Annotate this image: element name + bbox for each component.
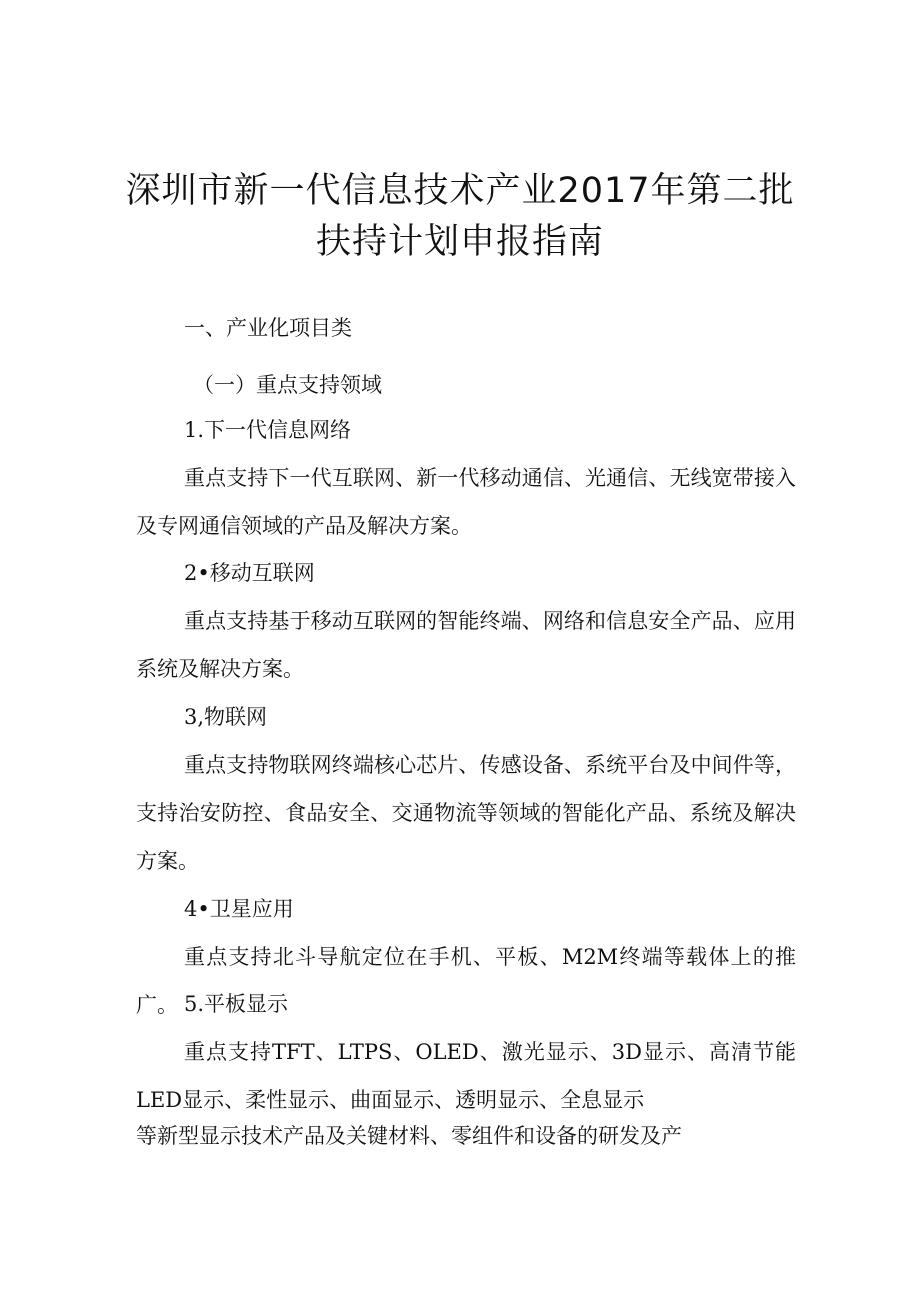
item-body: 重点支持物联网终端核心芯片、传感设备、系统平台及中间件等，支持治安防控、食品安全、交通物流等领域的智能化产品、系统及解决方案。 [136, 753, 796, 873]
subsection-heading: （一）重点支持领域 [193, 373, 382, 397]
item-body-continuation: 等新型显示技术产品及关键材料、零组件和设备的研发及产 [136, 1124, 682, 1148]
item-heading: 2•移动互联网 [184, 561, 315, 585]
item-heading: 3,物联网 [184, 705, 268, 729]
item-body: 重点支持北斗导航定位在手机、平板、M2M终端等载体上的推广。 [136, 945, 796, 1017]
section-heading: 一、产业化项目类 [184, 316, 352, 340]
item-body: 重点支持下一代互联网、新一代移动通信、光通信、无线宽带接入及专网通信领域的产品及解决方案。 [136, 466, 796, 538]
item-heading: 1.下一代信息网络 [184, 418, 352, 442]
item-heading: 4•卫星应用 [184, 897, 294, 921]
item-body: 重点支持基于移动互联网的智能终端、网络和信息安全产品、应用系统及解决方案。 [136, 609, 796, 681]
item-heading: 5.平板显示 [184, 992, 289, 1016]
item-body: 重点支持TFT、LTPS、OLED、激光显示、3D显示、高清节能LED显示、柔性显示、曲面显示、透明显示、全息显示 [136, 1040, 796, 1112]
document-title-line-1: 深圳市新一代信息技术产业2017年第二批 [125, 171, 795, 211]
document-title-line-2: 扶持计划申报指南 [315, 222, 604, 262]
